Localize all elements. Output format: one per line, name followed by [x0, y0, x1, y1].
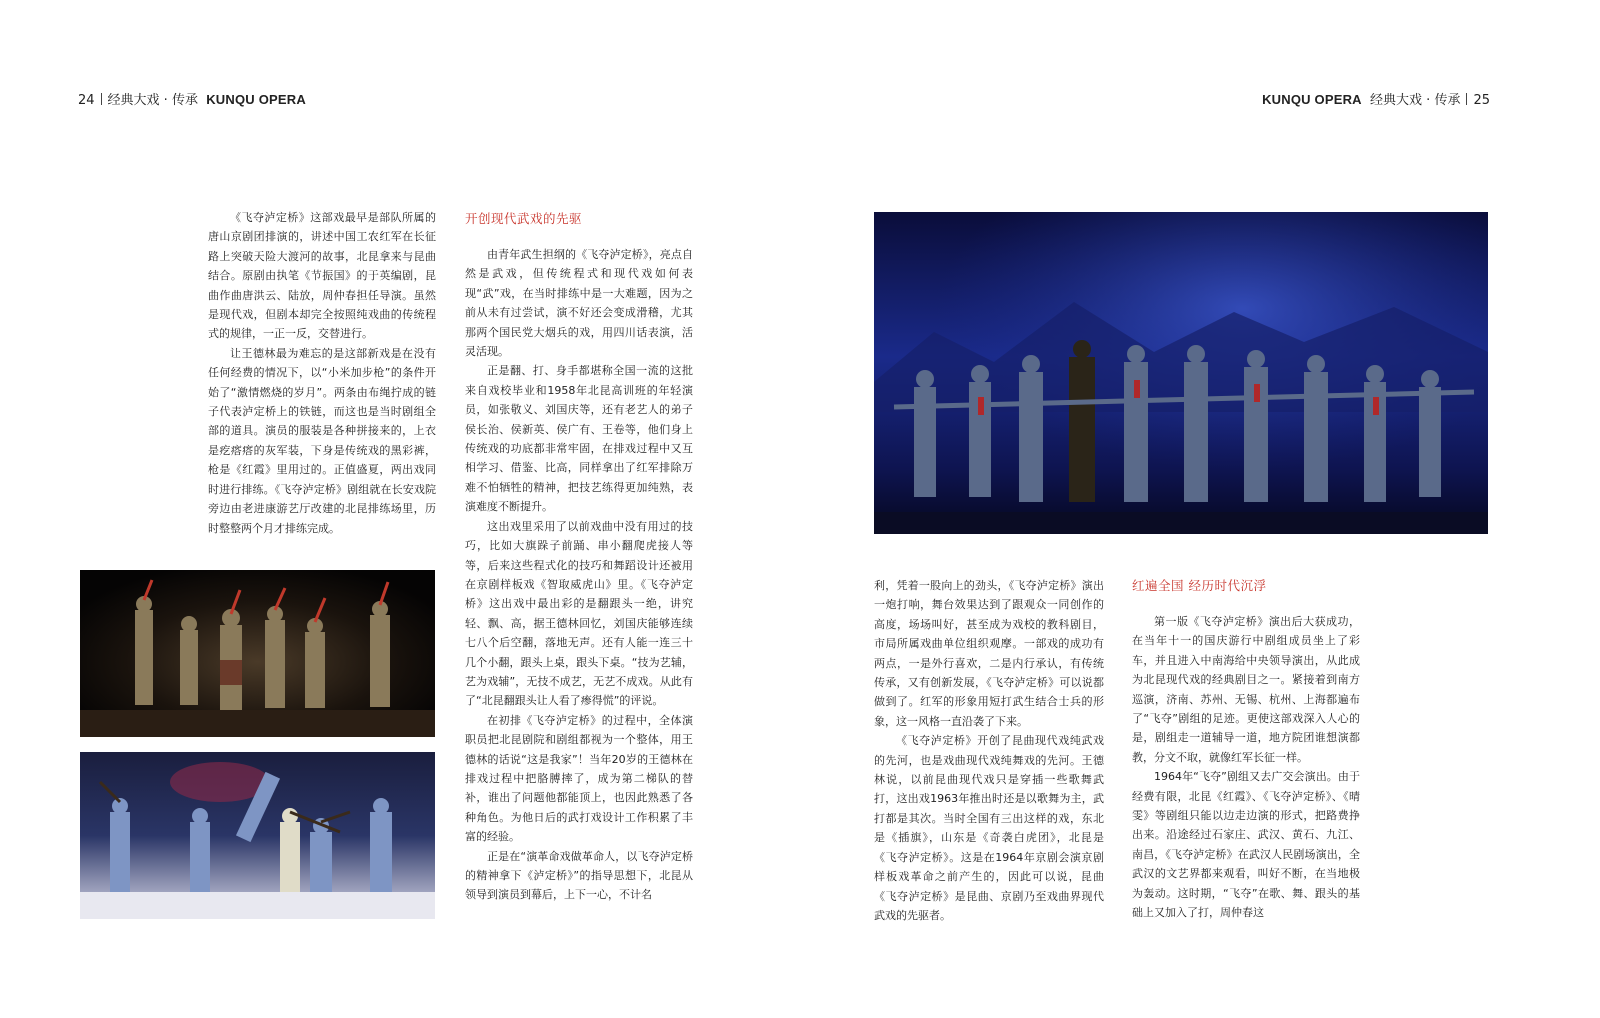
- stage-photo-soldiers-graphic: [80, 570, 435, 737]
- stage-photo-acrobatics: [80, 752, 435, 919]
- header-left: [78, 89, 306, 108]
- header-right: [1262, 89, 1490, 108]
- paragraph: 由青年武生担纲的《飞夺泸定桥》，亮点自然是武戏，但传统程式和现代戏如何表现“武”戏，在当时排练中是一大难题，因为之前从未有过尝试，演不好还会变成滑稽，尤其那两个国民党大烟兵的戏，用四川话表演，活灵活现。: [465, 248, 693, 359]
- paragraph: 利，凭着一股向上的劲头，《飞夺泸定桥》演出一炮打响，舞台效果达到了跟观众一同创作的高度，场场叫好，甚至成为戏校的教科剧目，市局所属戏曲单位组织观摩。一部戏的成功有两点，一是外行喜欢，二是内行承认，有传统传承，又有创新发展，《飞夺泸定桥》可以说都做到了。红军的形象用短打武生结合士兵的形象，这一风格一直沿袭了下来。: [874, 579, 1104, 728]
- paragraph: 正是翻、打、身手都堪称全国一流的这批来自戏校毕业和1958年北昆高训班的年轻演员，如张敬义、刘国庆等，还有老艺人的弟子侯长治、侯新英、侯广有、王卷等，他们身上传统戏的功底都非常牢固，在排戏过程中又互相学习、借鉴、比高，同样拿出了红军排除万难不怕牺牲的精神，把技艺练得更加纯熟，表演难度不断提升。: [465, 364, 693, 514]
- article-column-3: [874, 576, 1104, 925]
- header-title-en-left: KUNQU OPERA: [206, 92, 306, 107]
- article-column-2: [465, 211, 693, 905]
- page-number-left: 24: [78, 93, 95, 108]
- page-number-right: 25: [1473, 93, 1490, 108]
- header-title-cn-right: 经典大戏 · 传承: [1370, 93, 1461, 108]
- paragraph: 第一版《飞夺泸定桥》演出后大获成功，在当年十一的国庆游行中剧组成员坐上了彩车，并且进入中南海给中央领导演出，从此成为北昆现代戏的经典剧目之一。紧接着到南方巡演，济南、苏州、无锡、杭州、上海都遍布了“飞夺”剧组的足迹。更使这部戏深入人心的是，剧组走一道辅导一道，地方院团谁想演都教，分文不取，就像红军长征一样。: [1132, 615, 1360, 764]
- section-heading: 开创现代武戏的先驱: [465, 211, 583, 226]
- header-title-cn-left: 经典大戏 · 传承: [107, 93, 198, 108]
- paragraph: 这出戏里采用了以前戏曲中没有用过的技巧，比如大旗跺子前踊、串小翻爬虎接人等等，后来这些程式化的技巧和舞蹈设计还被用在京剧样板戏《智取威虎山》里。《飞夺泸定桥》这出戏中最出彩的是翻跟头一绝，讲究轻、飘、高，据王德林回忆，刘国庆能够连续七八个后空翻，落地无声。还有人能一连三十几个小翻，跟头上桌，跟头下桌。“技为艺辅，艺为戏辅”，无技不成艺，无艺不成戏。从此有了“北昆翻跟头让人看了瘆得慌”的评说。: [465, 519, 693, 708]
- header-divider: [1466, 93, 1467, 105]
- paragraph: 《飞夺泸定桥》开创了昆曲现代戏纯武戏的先河，也是戏曲现代戏纯舞戏的先河。王德林说，以前昆曲现代戏只是穿插一些歌舞武打，这出戏1963年推出时还是以歌舞为主，武打都是其次。当时全国有三出这样的戏，东北是《插旗》，山东是《奇袭白虎团》，北昆是《飞夺泸定桥》。这是在1964年京剧会演京剧样板戏革命之前产生的，因此可以说，昆曲《飞夺泸定桥》是昆曲、京剧乃至戏曲界现代武戏的先驱者。: [874, 734, 1104, 922]
- header-divider: [101, 93, 102, 105]
- paragraph: 让王德林最为难忘的是这部新戏是在没有任何经费的情况下，以“小米加步枪”的条件开始了“激情燃烧的岁月”。两条由布绳拧成的链子代表泸定桥上的铁链，而这也是当时剧组全部的道具。演员的服装是各种拼接来的，上衣是疙瘩瘩的灰军装，下身是传统戏的黑彩裤，枪是《红霞》里用过的。正值盛夏，两出戏同时进行排练。《飞夺泸定桥》剧组就在长安戏院旁边由老进康游艺厅改建的北昆排练场里，历时整整两个月才排练完成。: [208, 346, 436, 535]
- article-column-4: [1132, 578, 1360, 923]
- stage-photo-soldiers: [80, 570, 435, 737]
- stage-photo-line-dance-graphic: [874, 212, 1488, 534]
- paragraph: 《飞夺泸定桥》这部戏最早是部队所属的唐山京剧团排演的，讲述中国工农红军在长征路上突破天险大渡河的故事，北昆拿来与昆曲结合。原剧由执笔《节振国》的于英编剧，昆曲作曲唐洪云、陆放，周仲春担任导演。虽然是现代戏，但剧本却完全按照纯戏曲的传统程式的规律，一正一反，交替进行。: [208, 211, 436, 341]
- paragraph: 在初排《飞夺泸定桥》的过程中，全体演职员把北昆剧院和剧组都视为一个整体，用王德林的话说“这是我家”！当年20岁的王德林在排戏过程中把胳膊摔了，成为第二梯队的替补，谁出了问题他都能顶上，也因此熟悉了各种角色。为他日后的武打戏设计工作积累了丰富的经验。: [465, 713, 693, 844]
- section-heading: 红遍全国 经历时代沉浮: [1132, 578, 1267, 593]
- header-title-en-right: KUNQU OPERA: [1262, 92, 1362, 107]
- paragraph: 正是在“演革命戏做革命人，以飞夺泸定桥的精神拿下《泸定桥》”的指导思想下，北昆从领导到演员到幕后，上下一心，不计名: [465, 849, 693, 902]
- stage-photo-acrobatics-graphic: [80, 752, 435, 919]
- stage-photo-line-dance: [874, 212, 1488, 534]
- paragraph: 1964年“飞夺”剧组又去广交会演出。由于经费有限，北昆《红霞》、《飞夺泸定桥》、《晴雯》等剧组只能以边走边演的形式，把路费挣出来。沿途经过石家庄、武汉、黄石、九江、南昌，《飞夺泸定桥》在武汉人民剧场演出，全武汉的文艺界都来观看，叫好不断，在当地极为轰动。这时期，“飞夺”在歌、舞、跟头的基础上又加入了打，周仲春这: [1132, 770, 1360, 920]
- article-column-1: [208, 208, 436, 538]
